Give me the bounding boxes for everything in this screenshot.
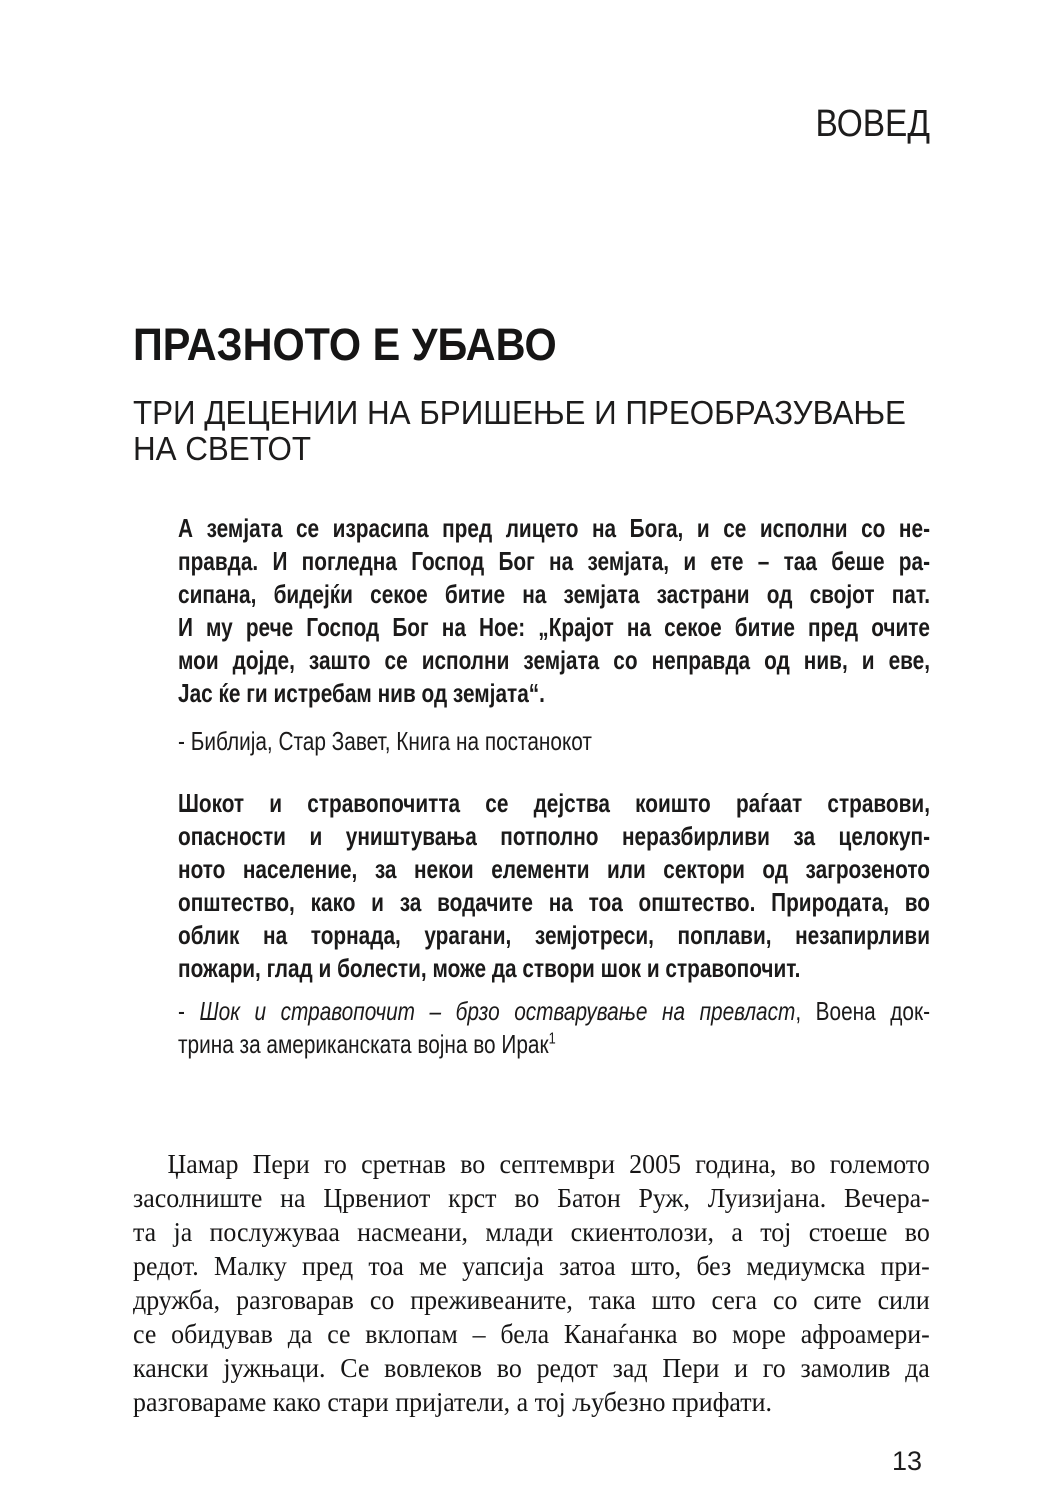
text-line: И му рече Господ Бог на Ное: „Крајот на секое битие пред очите [178,612,930,642]
attribution-line: - Библија, Стар Завет, Книга на постанокот [178,726,592,756]
text-line: Јас ќе ги истребам нив од земјата“. [178,678,545,708]
text-line: опасности и уништувања потполно неразбирливи за целокуп- [178,821,930,851]
text-line: та ја послужуваа насмеани, млади скиентолози, а тој стоеше во [133,1217,930,1247]
page-number: 13 [891,1446,922,1476]
body-paragraph [133,1147,930,1419]
text-line: А земјата се израсипа пред лицето на Бога, и се исполни со не- [178,513,930,543]
text-line: ното население, за некои елементи или сектори од загрозеното [178,854,930,884]
attribution-source: , Воена док- [795,996,931,1026]
attribution-line [178,1028,930,1061]
text-line: сипана, бидејќи секое битие на земјата застрани од својот пат. [178,579,930,609]
text-line: пожари, глад и болести, може да створи шок и стравопочит. [178,953,801,983]
subtitle-line: ТРИ ДЕЦЕНИИ НА БРИШЕЊЕ И ПРЕОБРАЗУВАЊЕ [133,394,906,431]
text-line: Шокот и стравопочитта се дејства коишто раѓаат стравови, [178,788,930,818]
attribution-source-continued: трина за американската војна во Ирак [178,1029,549,1059]
text-line: се обидував да се вклопам – бела Канаѓанка во море афроамери- [133,1319,930,1349]
text-line: облик на торнада, урагани, земјотреси, поплави, незапирливи [178,920,930,950]
attribution-line [178,995,930,1028]
text-line: дружба, разговарав со преживеаните, така што сега со сите сили [133,1285,930,1315]
attribution-title-italic: Шок и стравопочит – брзо остварување на превласт [199,996,796,1026]
footnote-marker: 1 [548,1030,556,1048]
text-line: разговараме како стари пријатели, а тој љубезно прифати. [133,1387,772,1417]
text-line: општество, како и за водачите на тоа општество. Природата, во [178,887,930,917]
running-header: ВОВЕД [815,103,930,145]
text-line: правда. И погледна Господ Бог на земјата, и ете – таа беше ра- [178,546,930,576]
text-line: мои дојде, зашто се исполни земјата со неправда од нив, и еве, [178,645,930,675]
chapter-subtitle [133,394,906,467]
chapter-title: ПРАЗНОТО Е УБАВО [133,319,557,370]
text-line: Џамар Пери го сретнав во септември 2005 година, во големото [167,1149,930,1179]
attribution-dash: - [178,996,200,1026]
text-line: редот. Малку пред тоа ме уапсија затоа што, без медиумска при- [133,1251,930,1281]
epigraph-bible-quote [178,512,930,710]
epigraph-shock-attribution [178,995,930,1061]
subtitle-line: НА СВЕТОТ [133,430,312,467]
epigraph-bible-attribution [178,725,930,758]
text-line: кански јужњаци. Се вовлеков во редот зад Пери и го замолив да [133,1353,930,1383]
text-line: засолниште на Црвениот крст во Батон Руж, Луизијана. Вечера- [133,1183,930,1213]
epigraph-shock-quote [178,787,930,985]
